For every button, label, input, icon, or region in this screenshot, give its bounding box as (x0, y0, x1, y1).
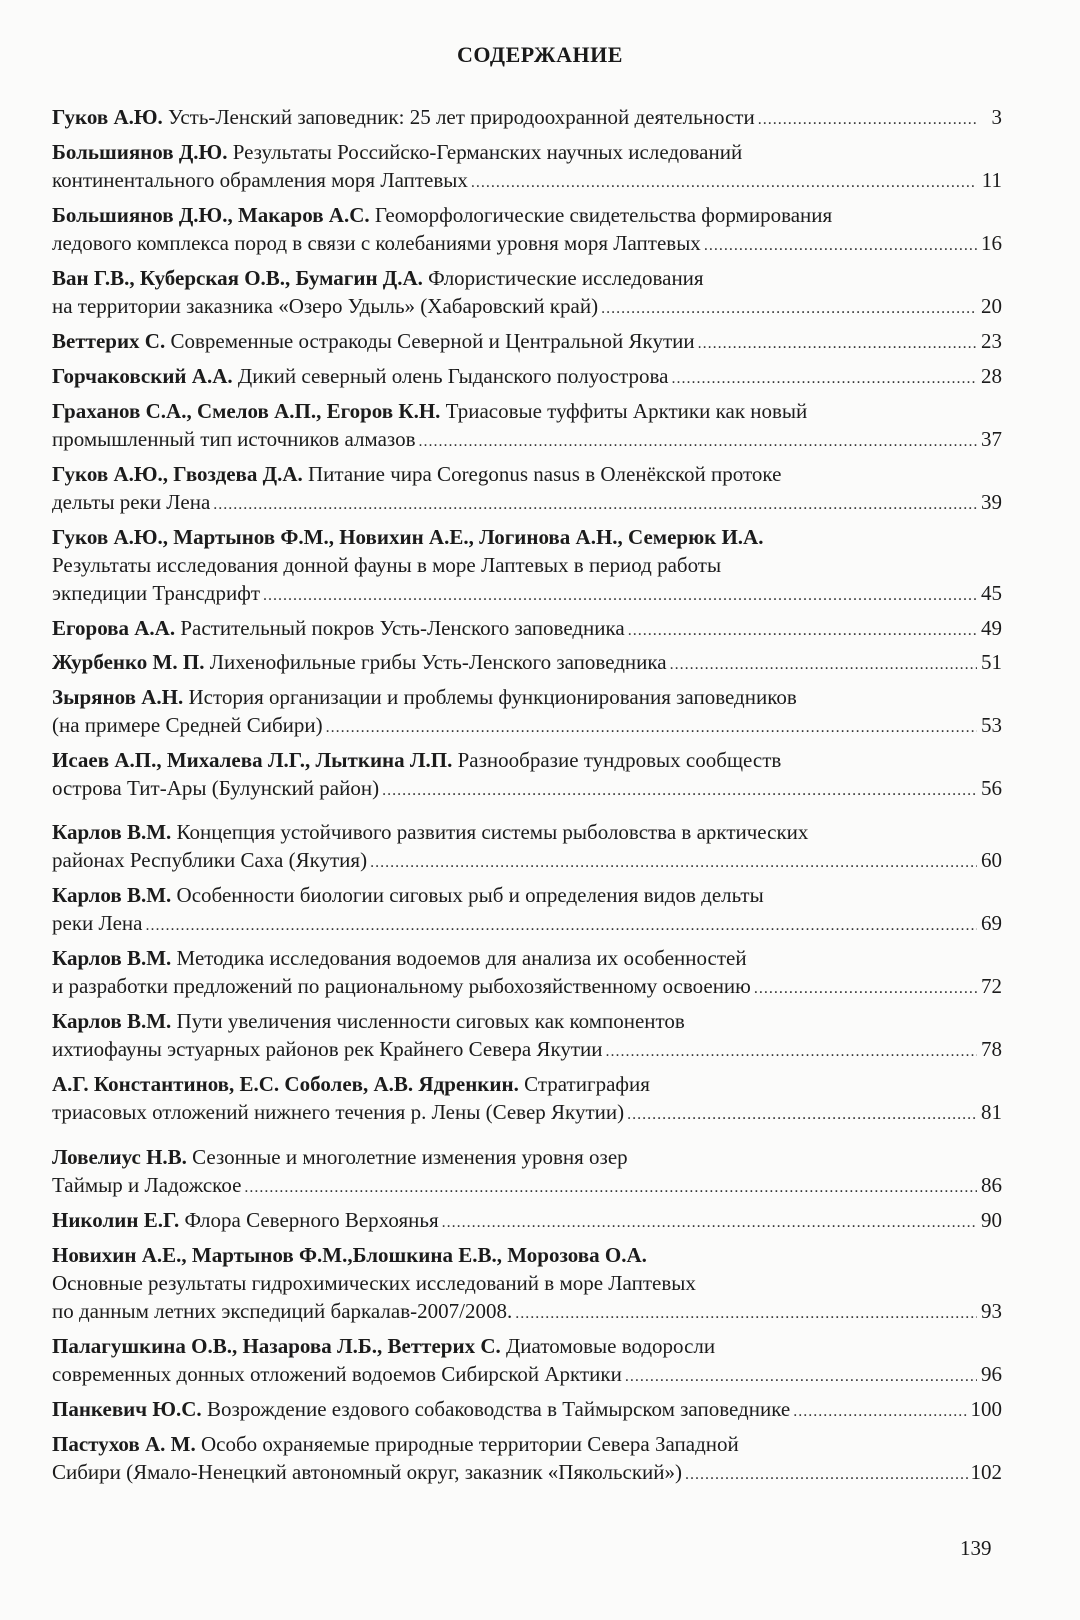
toc-entry (52, 746, 1002, 802)
dot-leader (793, 1398, 967, 1426)
toc-entry (52, 397, 1002, 453)
entry-authors: Веттерих С. (52, 329, 166, 353)
entry-title: Усть-Ленский заповедник: 25 лет природоохранной деятельности (168, 105, 755, 129)
entry-authors: Гуков А.Ю. (52, 105, 163, 129)
toc-entry-line (52, 1070, 1002, 1098)
entry-title: экпедиции Трансдрифт (52, 581, 261, 605)
entry-title: Стратиграфия (524, 1072, 650, 1096)
toc-entry-line (52, 1458, 1002, 1486)
toc-entry (52, 1206, 1002, 1234)
toc-entry-line (52, 138, 1002, 166)
dot-leader (627, 1101, 977, 1129)
entry-title: ихтиофауны эстуарных районов рек Крайнего Севера Якутии (52, 1037, 603, 1061)
entry-authors: Ван Г.В., Куберская О.В., Бумагин Д.А. (52, 266, 423, 290)
dot-leader (625, 1363, 977, 1391)
entry-title: Геоморфологические свидетельства формирования (374, 203, 833, 227)
entry-page-number: 78 (981, 1037, 1002, 1061)
entry-page-number: 53 (981, 713, 1002, 737)
dot-leader (213, 491, 977, 519)
entry-authors: Гуков А.Ю., Мартынов Ф.М., Новихин А.Е., Логинова А.Н., Семерюк И.А. (52, 525, 764, 549)
entry-page-number: 20 (981, 294, 1002, 318)
dot-leader (671, 365, 977, 393)
page-title: СОДЕРЖАНИЕ (457, 42, 623, 67)
toc-entry (52, 460, 1002, 516)
entry-authors: Карлов В.М. (52, 820, 172, 844)
entry-title: Особенности биологии сиговых рыб и определения видов дельты (176, 883, 764, 907)
entry-page-number: 72 (981, 974, 1002, 998)
entry-page-number: 100 (970, 1397, 1002, 1421)
toc-entry (52, 523, 1002, 607)
entry-title: современных донных отложений водоемов Сибирской Арктики (52, 1362, 622, 1386)
toc-entry (52, 1430, 1002, 1486)
entry-title: районах Республики Саха (Якутия) (52, 848, 368, 872)
entry-title: ледового комплекса пород в связи с колебаниями уровня моря Лаптевых (52, 231, 701, 255)
toc-entry-line (52, 1035, 1002, 1063)
toc-entry-line (52, 1098, 1002, 1126)
toc-entry-line (52, 1297, 1002, 1325)
entry-title: по данным летних экспедиций баркалав-2007/2008. (52, 1299, 513, 1323)
toc-entry-line (52, 1143, 1002, 1171)
entry-title: Сибири (Ямало-Ненецкий автономный округ, заказник «Пякольский») (52, 1460, 683, 1484)
entry-authors: Горчаковский А.А. (52, 364, 233, 388)
toc-entry-line (52, 1395, 1002, 1423)
dot-leader (698, 330, 977, 358)
entry-page-number: 3 (991, 105, 1002, 129)
entry-page-number: 49 (981, 616, 1002, 640)
entry-title: Современные остракоды Северной и Центральной Якутии (170, 329, 695, 353)
toc-entry-line (52, 460, 1002, 488)
toc-entry-line (52, 909, 1002, 937)
entry-title: Флористические исследования (428, 266, 704, 290)
entry-authors: Панкевич Ю.С. (52, 1397, 202, 1421)
entry-authors: Пастухов А. М. (52, 1432, 196, 1456)
toc-entry-line (52, 1241, 1002, 1269)
entry-authors: Карлов В.М. (52, 946, 172, 970)
entry-title: Результаты исследования донной фауны в море Лаптевых в период работы (52, 553, 722, 577)
entry-title: Триасовые туффиты Арктики как новый (445, 399, 808, 423)
entry-title: Концепция устойчивого развития системы рыболовства в арктических (176, 820, 809, 844)
entry-title: Разнообразие тундровых сообществ (457, 748, 782, 772)
entry-title: реки Лена (52, 911, 143, 935)
dot-leader (670, 651, 977, 679)
page-number: 139 (960, 1536, 992, 1560)
dot-leader (758, 106, 977, 134)
toc-entry-line (52, 579, 1002, 607)
entry-page-number: 86 (981, 1173, 1002, 1197)
entry-authors: Гуков А.Ю., Гвоздева Д.А. (52, 462, 303, 486)
toc-entry-line (52, 166, 1002, 194)
toc-entry-line (52, 327, 1002, 355)
entry-title: Лихенофильные грибы Усть-Ленского заповедника (209, 650, 667, 674)
dot-leader (685, 1461, 967, 1489)
entry-authors: Палагушкина О.В., Назарова Л.Б., Веттерих С. (52, 1334, 501, 1358)
toc-entry-line (52, 746, 1002, 774)
toc-entry-line (52, 103, 1002, 131)
toc-entry-line (52, 292, 1002, 320)
dot-leader (628, 617, 977, 645)
entry-authors: Граханов С.А., Смелов А.П., Егоров К.Н. (52, 399, 441, 423)
dot-leader (606, 1038, 977, 1066)
toc-entry (52, 1241, 1002, 1325)
toc-entry (52, 648, 1002, 676)
entry-page-number: 69 (981, 911, 1002, 935)
dot-leader (418, 428, 977, 456)
entry-title: Возрождение ездового собаководства в Таймырском заповеднике (206, 1397, 791, 1421)
entry-title: Растительный покров Усть-Ленского заповедника (180, 616, 625, 640)
dot-leader (754, 975, 977, 1003)
dot-leader (326, 714, 977, 742)
toc-entry-line (52, 944, 1002, 972)
toc-entry-line (52, 614, 1002, 642)
toc-entry (52, 683, 1002, 739)
toc-entry (52, 1143, 1002, 1199)
toc-entry (52, 1070, 1002, 1126)
entry-title: дельты реки Лена (52, 490, 211, 514)
toc-entry (52, 103, 1002, 131)
entry-authors: Большиянов Д.Ю., Макаров А.С. (52, 203, 370, 227)
entry-title: Диатомовые водоросли (505, 1334, 716, 1358)
dot-leader (370, 849, 977, 877)
entry-page-number: 56 (981, 776, 1002, 800)
toc-entry (52, 1007, 1002, 1063)
entry-page-number: 93 (981, 1299, 1002, 1323)
toc-entry (52, 944, 1002, 1000)
toc-entry-line (52, 881, 1002, 909)
toc-entry-line (52, 264, 1002, 292)
entry-page-number: 81 (981, 1100, 1002, 1124)
dot-leader (471, 169, 977, 197)
toc-entry-line (52, 397, 1002, 425)
toc-entry-line (52, 846, 1002, 874)
toc-entry (52, 327, 1002, 355)
entry-authors: Карлов В.М. (52, 1009, 172, 1033)
toc-entry (52, 1332, 1002, 1388)
entry-authors: Зырянов А.Н. (52, 685, 184, 709)
toc-entry-line (52, 1360, 1002, 1388)
toc-entry (52, 264, 1002, 320)
entry-authors: А.Г. Константинов, Е.С. Соболев, А.В. Ядренкин. (52, 1072, 519, 1096)
toc-entry (52, 362, 1002, 390)
entry-page-number: 102 (970, 1460, 1002, 1484)
entry-title: Результаты Российско-Германских научных иследований (232, 140, 743, 164)
entry-title: Флора Северного Верхоянья (184, 1208, 439, 1232)
entry-title: и разработки предложений по рациональному рыбохозяйственному освоению (52, 974, 751, 998)
entry-title: триасовых отложений нижнего течения р. Лены (Север Якутии) (52, 1100, 625, 1124)
dot-leader (244, 1174, 977, 1202)
toc-entry-line (52, 1269, 1002, 1297)
toc-entry-line (52, 1206, 1002, 1234)
entry-title: Сезонные и многолетние изменения уровня озер (192, 1145, 628, 1169)
entry-title: История организации и проблемы функционирования заповедников (188, 685, 797, 709)
entry-title: острова Тит-Ары (Булунский район) (52, 776, 380, 800)
toc-entry-line (52, 818, 1002, 846)
entry-page-number: 90 (981, 1208, 1002, 1232)
toc-entry-line (52, 229, 1002, 257)
entry-title: на территории заказника «Озеро Удыль» (Хабаровский край) (52, 294, 599, 318)
toc-entry-line (52, 488, 1002, 516)
dot-leader (601, 295, 977, 323)
entry-authors: Карлов В.М. (52, 883, 172, 907)
entry-page-number: 11 (981, 168, 1002, 192)
toc-entry (52, 1395, 1002, 1423)
entry-page-number: 16 (981, 231, 1002, 255)
toc-entry-line (52, 201, 1002, 229)
entry-page-number: 37 (981, 427, 1002, 451)
toc-entry (52, 201, 1002, 257)
toc-entry-line (52, 711, 1002, 739)
entry-title: Основные результаты гидрохимических исследований в море Лаптевых (52, 1271, 696, 1295)
entry-authors: Егорова А.А. (52, 616, 176, 640)
toc-entry (52, 881, 1002, 937)
entry-title: промышленный тип источников алмазов (52, 427, 416, 451)
entry-page-number: 39 (981, 490, 1002, 514)
toc-entry-line (52, 972, 1002, 1000)
toc-entry-line (52, 1171, 1002, 1199)
toc-entry-line (52, 1430, 1002, 1458)
entry-title: Дикий северный олень Гыданского полуострова (237, 364, 669, 388)
entry-title: Методика исследования водоемов для анализа их особенностей (176, 946, 747, 970)
entry-page-number: 45 (981, 581, 1002, 605)
dot-leader (515, 1300, 977, 1328)
entry-title: Питание чира Coregonus nasus в Оленёкской протоке (307, 462, 782, 486)
entry-page-number: 23 (981, 329, 1002, 353)
entry-title: (на примере Средней Сибири) (52, 713, 323, 737)
entry-authors: Николин Е.Г. (52, 1208, 180, 1232)
toc-entry (52, 138, 1002, 194)
entry-authors: Исаев А.П., Михалева Л.Г., Лыткина Л.П. (52, 748, 453, 772)
entry-title: континентального обрамления моря Лаптевых (52, 168, 468, 192)
toc-entry-line (52, 774, 1002, 802)
dot-leader (146, 912, 978, 940)
entry-page-number: 28 (981, 364, 1002, 388)
entry-authors: Ловелиус Н.В. (52, 1145, 187, 1169)
toc-entry-line (52, 362, 1002, 390)
entry-page-number: 60 (981, 848, 1002, 872)
entry-page-number: 96 (981, 1362, 1002, 1386)
toc-entry-line (52, 1332, 1002, 1360)
dot-leader (382, 777, 977, 805)
dot-leader (442, 1209, 977, 1237)
entry-title: Особо охраняемые природные территории Севера Западной (200, 1432, 739, 1456)
toc-entry-line (52, 683, 1002, 711)
toc-entry-line (52, 425, 1002, 453)
entry-title: Таймыр и Ладожское (52, 1173, 242, 1197)
dot-leader (263, 582, 977, 610)
toc-entry-line (52, 1007, 1002, 1035)
toc-entry-line (52, 523, 1002, 551)
entry-page-number: 51 (981, 650, 1002, 674)
entry-authors: Журбенко М. П. (52, 650, 205, 674)
toc-entry (52, 818, 1002, 874)
entry-authors: Большиянов Д.Ю. (52, 140, 228, 164)
toc-entry-line (52, 648, 1002, 676)
toc-entry (52, 614, 1002, 642)
dot-leader (704, 232, 977, 260)
toc-entry-line (52, 551, 1002, 579)
entry-authors: Новихин А.Е., Мартынов Ф.М.,Блошкина Е.В., Морозова О.А. (52, 1243, 647, 1267)
entry-title: Пути увеличения численности сиговых как компонентов (176, 1009, 685, 1033)
